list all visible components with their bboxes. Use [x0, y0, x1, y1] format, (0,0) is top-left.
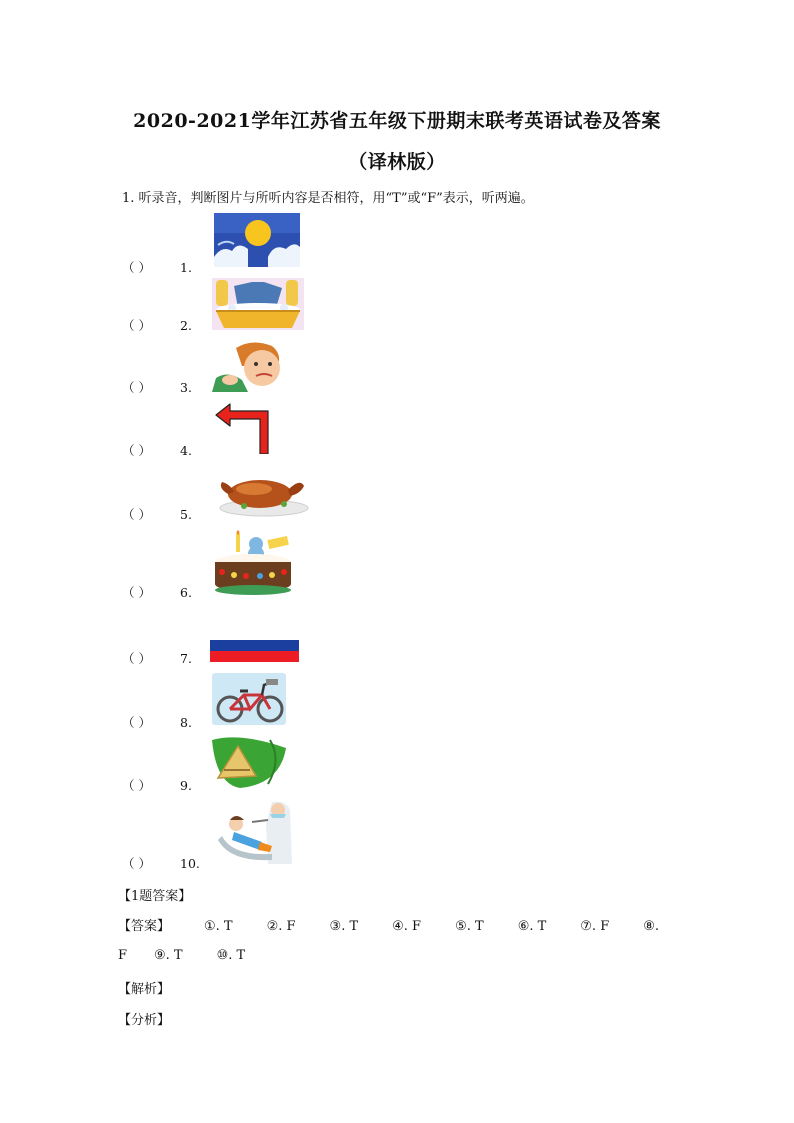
fenxi-label: 【分析】	[118, 1013, 171, 1028]
item-number: 9.	[180, 778, 192, 793]
list-item	[122, 854, 200, 872]
list-item	[122, 316, 192, 334]
answer-blank[interactable]: （ ）	[122, 507, 151, 522]
dentist-icon	[212, 800, 304, 864]
flag-icon	[210, 629, 299, 662]
item-number: 4.	[180, 443, 192, 458]
list-item	[122, 258, 192, 276]
analysis-label: 【解析】	[118, 982, 171, 997]
item-number: 1.	[180, 260, 192, 275]
answer-blank[interactable]: （ ）	[122, 443, 151, 458]
sick-boy-icon	[212, 340, 288, 392]
answer-item: ⑤. T	[455, 919, 484, 934]
item-number: 5.	[180, 507, 192, 522]
answer-item: ⑩. T	[216, 948, 246, 963]
answer-item: ①. T	[204, 919, 233, 934]
page-title: 2020-2021学年江苏省五年级下册期末联考英语试卷及答案	[133, 110, 661, 132]
page-subtitle: （译林版）	[348, 151, 446, 173]
list-item	[122, 378, 192, 396]
answer-label: 【答案】	[118, 919, 171, 934]
answer-item: ⑦. F	[580, 919, 610, 934]
washing-clothes-icon	[212, 278, 304, 330]
answer-item: ⑧.	[643, 919, 660, 934]
answer-item: ③. T	[329, 919, 359, 934]
item-number: 2.	[180, 318, 192, 333]
answer-item: ④. F	[392, 919, 422, 934]
list-item	[122, 505, 192, 523]
question-stem: 1. 听录音，判断图片与所听内容是否相符，用“T”或“F”表示，听两遍。	[122, 191, 534, 206]
answer-blank[interactable]: （ ）	[122, 380, 151, 395]
roast-duck-icon	[214, 464, 312, 518]
answer-item: ⑨. T	[154, 948, 183, 963]
answer-section-header: 【1题答案】	[118, 889, 192, 904]
item-number: 7.	[180, 651, 192, 666]
answer-line-2	[118, 948, 245, 963]
bicycle-icon	[212, 673, 286, 725]
answer-blank[interactable]: （ ）	[122, 715, 151, 730]
answer-blank[interactable]: （ ）	[122, 856, 151, 871]
answer-blank[interactable]: （ ）	[122, 260, 151, 275]
answer-blank[interactable]: （ ）	[122, 651, 151, 666]
answer-blank[interactable]: （ ）	[122, 585, 151, 600]
answer-blank[interactable]: （ ）	[122, 778, 151, 793]
answer-line-1	[118, 915, 659, 934]
list-item	[122, 441, 192, 459]
answer-item: ②. F	[266, 919, 296, 934]
list-item	[122, 583, 192, 601]
list-item	[122, 713, 192, 731]
list-item	[122, 649, 192, 667]
rice-dumpling-icon	[210, 734, 288, 790]
item-number: 10.	[180, 856, 200, 871]
answer-item: ⑥. T	[517, 919, 547, 934]
birthday-cake-icon	[212, 530, 294, 596]
answer-item: F	[118, 948, 128, 963]
item-number: 3.	[180, 380, 192, 395]
list-item	[122, 776, 192, 794]
item-number: 8.	[180, 715, 192, 730]
moon-clouds-icon	[214, 213, 300, 267]
item-number: 6.	[180, 585, 192, 600]
turn-left-arrow-icon	[214, 402, 272, 454]
answer-blank[interactable]: （ ）	[122, 318, 151, 333]
